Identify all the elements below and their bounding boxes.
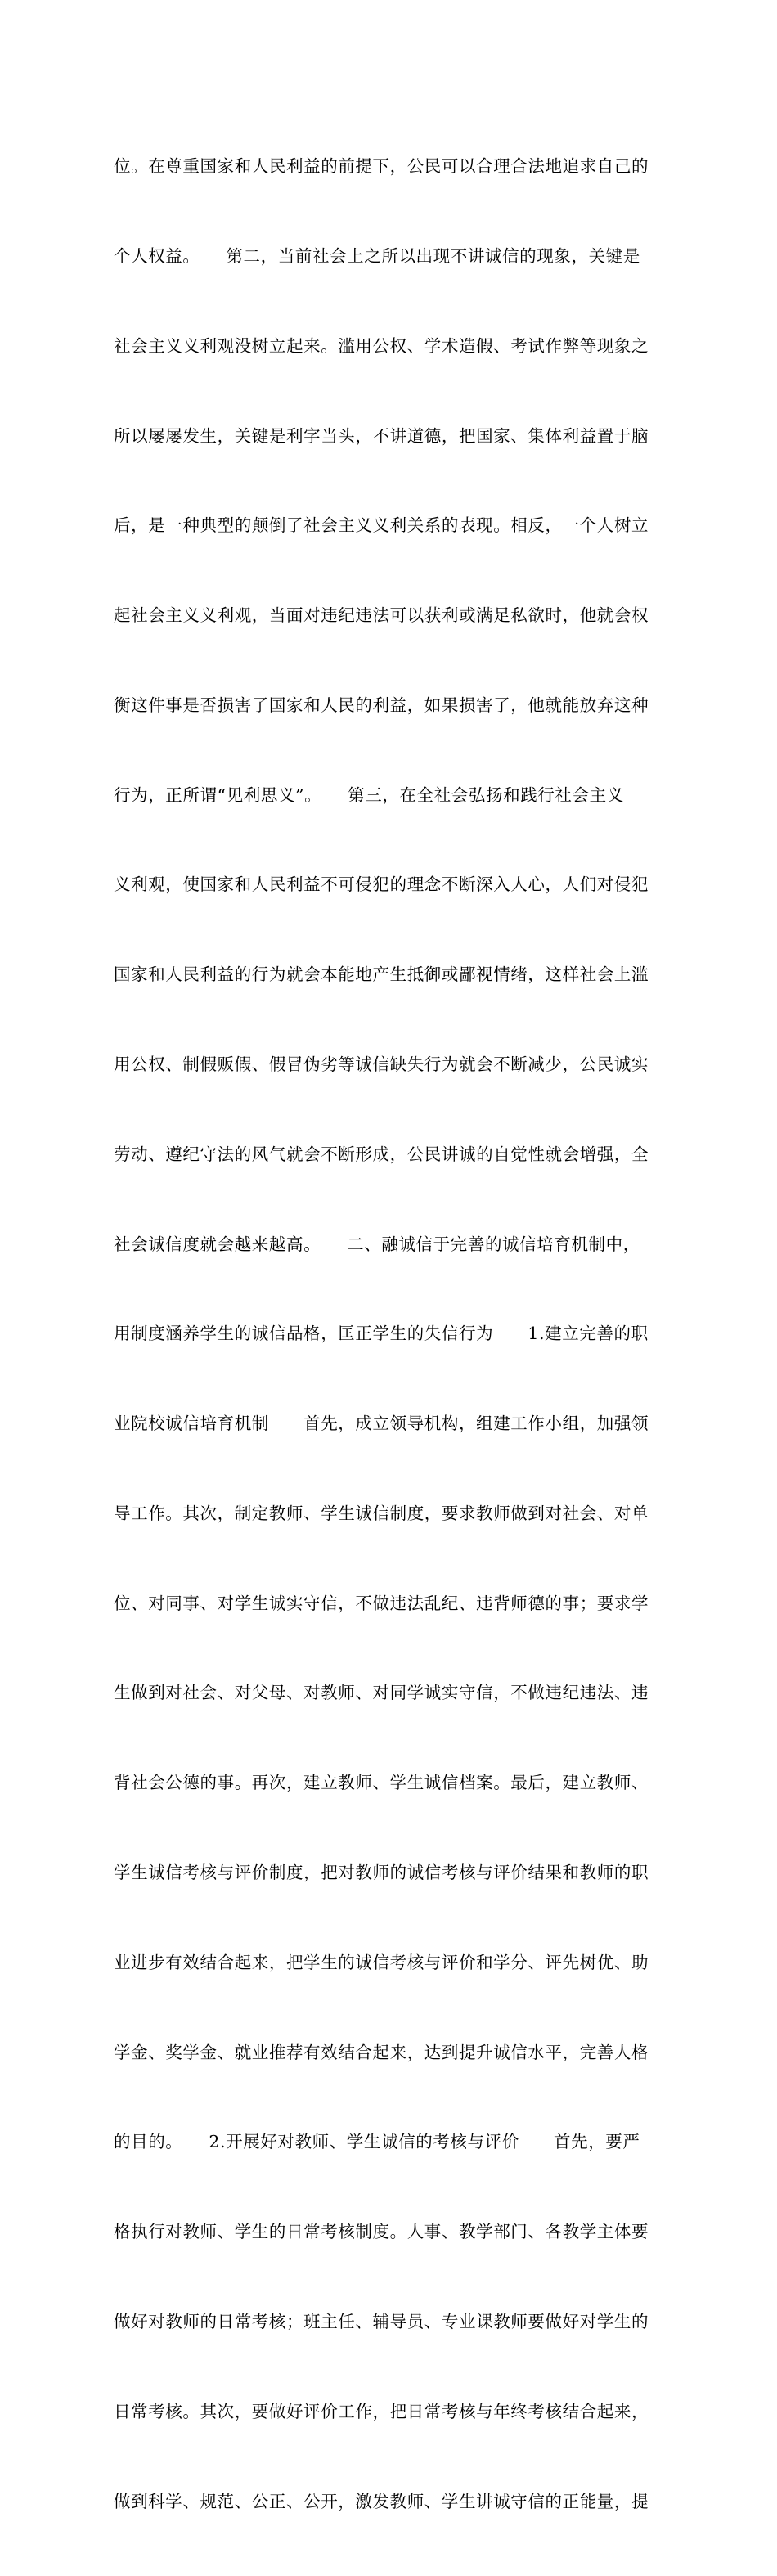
text-line: 业进步有效结合起来，把学生的诚信考核与评价和学分、评先树优、助: [114, 1952, 649, 1972]
text-line: 学金、奖学金、就业推荐有效结合起来，达到提升诚信水平，完善人格: [114, 2042, 649, 2062]
body-text: [114, 92, 670, 2576]
text-line: 学生诚信考核与评价制度，把对教师的诚信考核与评价结果和教师的职: [114, 1863, 649, 1883]
text-line: 劳动、遵纪守法的风气就会不断形成，公民讲诚的自觉性就会增强，全: [114, 1144, 649, 1164]
text-line: 用公权、制假贩假、假冒伪劣等诚信缺失行为就会不断减少，公民诚实: [114, 1054, 649, 1074]
text-line: 导工作。其次，制定教师、学生诚信制度，要求教师做到对社会、对单: [114, 1503, 649, 1523]
text-line: 义利观，使国家和人民利益不可侵犯的理念不断深入人心，人们对侵犯: [114, 874, 649, 895]
text-line: 日常考核。其次，要做好评价工作，把日常考核与年终考核结合起来，: [114, 2401, 649, 2421]
text-line: 的目的。 2.开展好对教师、学生诚信的考核与评价 首先，要严: [114, 2132, 640, 2152]
text-line: 社会主义义利观没树立起来。滥用公权、学术造假、考试作弊等现象之: [114, 335, 649, 356]
text-line: 位、对同事、对学生诚实守信，不做违法乱纪、违背师德的事；要求学: [114, 1593, 649, 1613]
text-line: 起社会主义义利观，当面对违纪违法可以获利或满足私欲时，他就会权: [114, 605, 649, 626]
text-line: 位。在尊重国家和人民利益的前提下，公民可以合理合法地追求自己的: [114, 156, 649, 177]
text-line: 用制度涵养学生的诚信品格，匡正学生的失信行为 1.建立完善的职: [114, 1324, 649, 1344]
text-line: 所以屡屡发生，关键是利字当头，不讲道德，把国家、集体利益置于脑: [114, 425, 649, 446]
text-line: 后，是一种典型的颠倒了社会主义义利关系的表现。相反，一个人树立: [114, 515, 649, 536]
text-line: 业院校诚信培育机制 首先，成立领导机构，组建工作小组，加强领: [114, 1414, 649, 1434]
text-line: 行为，正所谓“见利思义”。 第三，在全社会弘扬和践行社会主义: [114, 784, 624, 805]
text-line: 做好对教师的日常考核；班主任、辅导员、专业课教师要做好对学生的: [114, 2311, 649, 2331]
text-line: 背社会公德的事。再次，建立教师、学生诚信档案。最后，建立教师、: [114, 1773, 649, 1793]
text-line: 格执行对教师、学生的日常考核制度。人事、教学部门、各教学主体要: [114, 2222, 649, 2242]
text-line: 生做到对社会、对父母、对教师、对同学诚实守信，不做违纪违法、违: [114, 1683, 649, 1703]
text-line: 衡这件事是否损害了国家和人民的利益，如果损害了，他就能放弃这种: [114, 695, 649, 715]
text-line: 做到科学、规范、公正、公开，激发教师、学生讲诚守信的正能量，提: [114, 2491, 649, 2511]
text-line: 个人权益。 第二，当前社会上之所以出现不讲诚信的现象，关键是: [114, 245, 640, 266]
text-line: 社会诚信度就会越来越高。 二、融诚信于完善的诚信培育机制中，: [114, 1234, 640, 1254]
text-line: 国家和人民利益的行为就会本能地产生抵御或鄙视情绪，这样社会上滥: [114, 964, 649, 985]
